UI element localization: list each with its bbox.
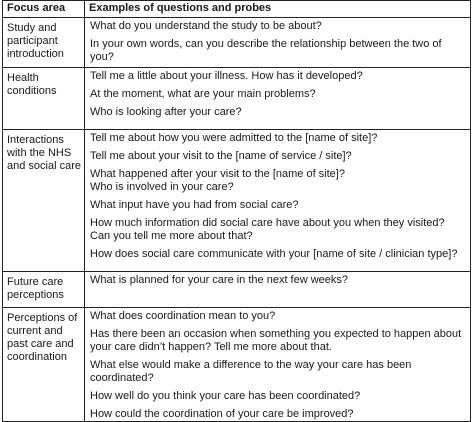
probe-question: Has there been an occasion when something you expected to happen about your care didn’t happen? Tell me more about that. [90, 328, 462, 353]
probe-question: What is planned for your care in the next few weeks? [90, 274, 349, 286]
probes-cell [85, 130, 471, 272]
probe-question: How well do you think your care has been coordinated? [90, 390, 361, 402]
probe-question: What does coordination mean to you? [90, 310, 276, 322]
focus-area-header: Focus area [3, 1, 85, 18]
focus-area-cell: Perceptions of current and past care and coordination [3, 308, 85, 422]
probe-question: What input have you had from social care? [90, 199, 299, 211]
probe-question: How does social care communicate with your [name of site / clinician type]? [90, 248, 458, 260]
probe-question: How much information did social care have about you when they visited? Can you tell me more about that? [90, 217, 445, 242]
probe-question: What else would make a difference to the way your care has been coordinated? [90, 359, 412, 384]
probes-cell [85, 272, 471, 308]
probe-question: Tell me a little about your illness. How has it developed? [90, 70, 363, 82]
probes-cell [85, 308, 471, 422]
probe-question: At the moment, what are your main problems? [90, 88, 316, 100]
probe-question: What do you understand the study to be about? [90, 20, 322, 32]
table-row [3, 18, 471, 68]
probe-question: Tell me about how you were admitted to the [name of site]? [90, 132, 378, 144]
focus-area-cell: Future care perceptions [3, 272, 85, 308]
probe-question: How could the coordination of your care be improved? [90, 408, 354, 420]
probes-cell [85, 18, 471, 68]
focus-area-cell: Health conditions [3, 68, 85, 130]
table-row [3, 308, 471, 422]
probe-question: In your own words, can you describe the relationship between the two of you? [90, 38, 442, 63]
table-header-row [3, 1, 471, 18]
examples-header: Examples of questions and probes [85, 1, 471, 18]
table-row [3, 272, 471, 308]
probe-question: Who is looking after your care? [90, 106, 242, 118]
focus-area-table [2, 0, 471, 422]
probe-question: Tell me about your visit to the [name of service / site]? [90, 150, 352, 162]
table-row [3, 68, 471, 130]
focus-area-cell: Interactions with the NHS and social care [3, 130, 85, 272]
focus-area-cell: Study and participant introduction [3, 18, 85, 68]
probe-question: What happened after your visit to the [name of site]? Who is involved in your care? [90, 168, 345, 193]
table-row [3, 130, 471, 272]
probes-cell [85, 68, 471, 130]
